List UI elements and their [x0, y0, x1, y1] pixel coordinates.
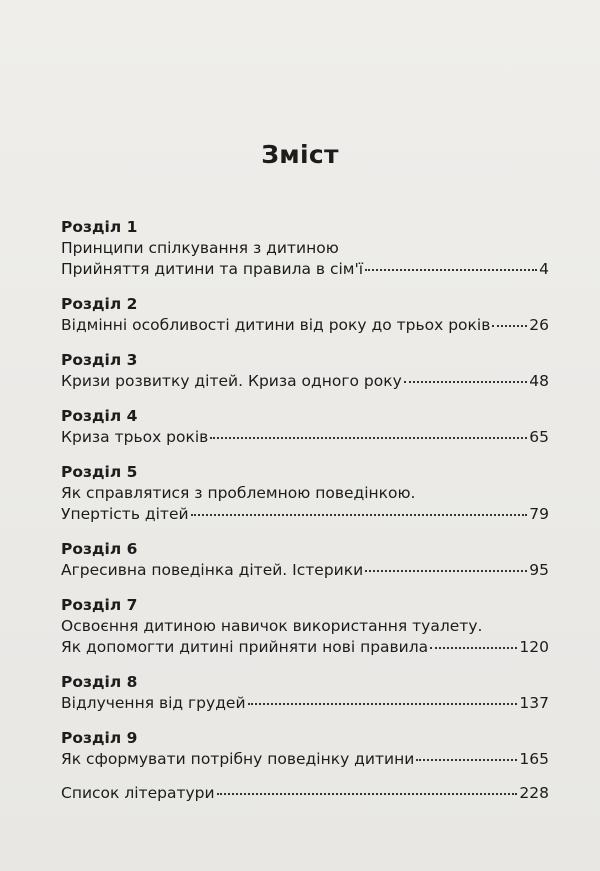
dot-leader: [365, 569, 527, 572]
entry-title-line: Як справлятися з проблемною поведінкою.: [61, 484, 416, 502]
toc-entry[interactable]: [61, 259, 549, 280]
entry-title: Відлучення від грудей: [61, 694, 246, 712]
toc-entry[interactable]: [61, 371, 549, 392]
entry-title: Криза трьох років: [61, 428, 209, 446]
dot-leader: [248, 702, 518, 705]
page-number: 120: [519, 638, 549, 656]
dot-leader: [404, 380, 528, 383]
toc-chapter: [61, 594, 549, 658]
page-title: Зміст: [261, 140, 339, 169]
chapter-heading: Розділ 4: [61, 407, 138, 425]
dot-leader: [217, 792, 518, 795]
toc-entry[interactable]: [61, 427, 549, 448]
entry-title-line: Принципи спілкування з дитиною: [61, 239, 339, 257]
dot-leader: [416, 758, 517, 761]
dot-leader: [430, 646, 517, 649]
toc-entry[interactable]: [61, 693, 549, 714]
entry-title: Відмінні особливості дитини від року до трьох років: [61, 316, 491, 334]
page-number: 26: [529, 316, 549, 334]
toc-entry[interactable]: [61, 637, 549, 658]
entry-title: Як сформувати потрібну поведінку дитини: [61, 750, 415, 768]
page-number: 137: [519, 694, 549, 712]
chapter-list: [61, 216, 549, 770]
chapter-heading: Розділ 3: [61, 351, 138, 369]
toc-chapter: [61, 727, 549, 770]
page-number: 48: [529, 372, 549, 390]
page-number: 4: [539, 260, 549, 278]
table-of-contents: [61, 216, 549, 804]
toc-chapter: [61, 349, 549, 392]
chapter-heading: Розділ 9: [61, 729, 138, 747]
entry-title: Упертість дітей: [61, 505, 189, 523]
chapter-heading: Розділ 2: [61, 295, 138, 313]
page-number: 79: [529, 505, 549, 523]
entry-title-line: Освоєння дитиною навичок використання туалету.: [61, 617, 483, 635]
dot-leader: [191, 513, 528, 516]
toc-chapter: [61, 405, 549, 448]
chapter-heading: Розділ 5: [61, 463, 138, 481]
entry-title: Агресивна поведінка дітей. Істерики: [61, 561, 364, 579]
toc-entry[interactable]: [61, 560, 549, 581]
page-number: 65: [529, 428, 549, 446]
chapter-heading: Розділ 6: [61, 540, 138, 558]
entry-title: Прийняття дитини та правила в сім'ї: [61, 260, 364, 278]
toc-chapter: [61, 671, 549, 714]
dot-leader: [365, 268, 537, 271]
chapter-heading: Розділ 8: [61, 673, 138, 691]
toc-entry[interactable]: [61, 315, 549, 336]
page-number: 165: [519, 750, 549, 768]
toc-chapter: [61, 216, 549, 280]
page-number: 228: [519, 784, 549, 802]
toc-entry[interactable]: [61, 504, 549, 525]
dot-leader: [492, 324, 527, 327]
toc-entry-bibliography[interactable]: [61, 783, 549, 804]
toc-chapter: [61, 538, 549, 581]
page-number: 95: [529, 561, 549, 579]
entry-title: Як допомогти дитині прийняти нові правила: [61, 638, 429, 656]
entry-title: Кризи розвитку дітей. Криза одного року: [61, 372, 402, 390]
toc-chapter: [61, 461, 549, 525]
chapter-heading: Розділ 1: [61, 218, 138, 236]
entry-title: Список літератури: [61, 784, 215, 802]
chapter-heading: Розділ 7: [61, 596, 138, 614]
toc-chapter: [61, 293, 549, 336]
dot-leader: [210, 436, 527, 439]
toc-entry[interactable]: [61, 749, 549, 770]
